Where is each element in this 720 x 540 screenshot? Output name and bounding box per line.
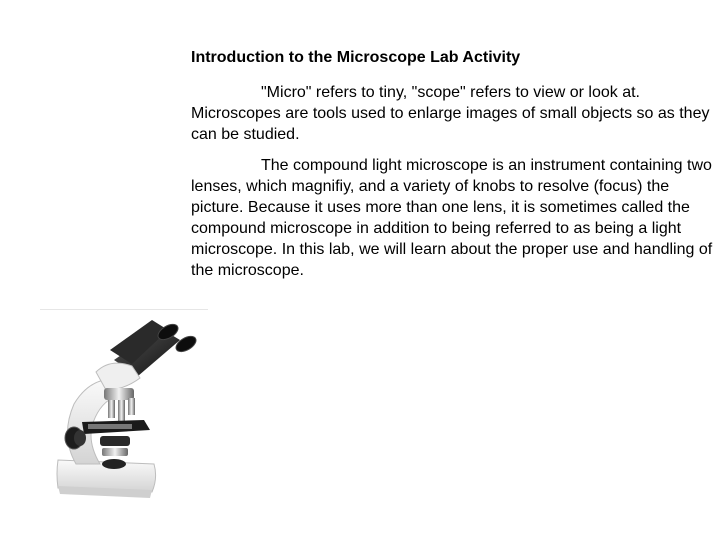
compound-microscope-paragraph xyxy=(191,155,717,281)
intro-paragraph-text: "Micro" refers to tiny, "scope" refers to view or look at. Microscopes are tools used to enlarge images of small objects so as they can be studied. xyxy=(191,84,710,143)
divider xyxy=(40,309,208,310)
intro-paragraph xyxy=(191,82,717,145)
microscope-image xyxy=(40,318,210,540)
compound-microscope-paragraph-text: The compound light microscope is an instrument containing two lenses, which magnifiy, and a variety of knobs to resolve (focus) the picture. Because it uses more than one lens, it is sometimes called the compound microscope in addition to being referred to as being a light microscope. In this lab, we will learn about the proper use and handling of the microscope. xyxy=(191,157,713,279)
page-title: Introduction to the Microscope Lab Activity xyxy=(191,49,521,66)
